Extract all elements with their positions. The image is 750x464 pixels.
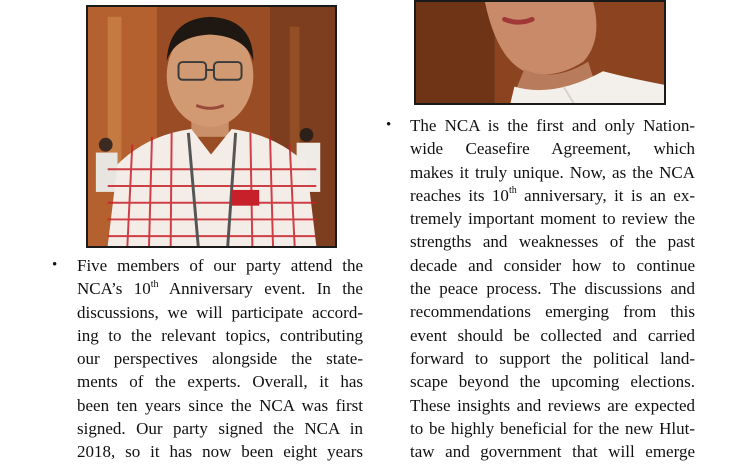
text-line: tremely important moment to review the [410, 209, 695, 229]
text-line: our perspectives alongside the state- [77, 349, 363, 369]
text-line: These insights and reviews are expected [410, 395, 695, 415]
text-line: taw and government that will emerge [410, 442, 695, 462]
text-line: to be highly beneficial for the new Hlut- [410, 418, 695, 438]
bullet-marker-left: • [52, 257, 58, 273]
text-line: NCA’s 10th Anniversary event. In the [77, 278, 363, 299]
text-line: Five members of our party attend the [77, 256, 363, 275]
text-line: ing to the relevant topics, contributing [77, 325, 363, 345]
text-line: ments of the experts. Overall, it has [77, 372, 363, 392]
text-line: signed. Our party signed the NCA in [77, 419, 363, 439]
text-line: forward to support the political land- [410, 348, 695, 368]
text-line: discussions, we will participate accord- [77, 302, 363, 322]
photo-delegate-left [86, 5, 337, 248]
photo-delegate-right [414, 0, 666, 105]
bullet-marker-right: • [386, 117, 392, 133]
text-line: decade and consider how to continue [410, 255, 695, 275]
paragraph-right [410, 114, 695, 463]
text-line: event should be collected and carried [410, 325, 695, 345]
text-line: makes it truly unique. Now, as the NCA [410, 162, 695, 182]
paragraph-left [77, 254, 363, 464]
text-line: 2018, so it has now been eight years [77, 442, 363, 462]
text-line: wide Ceasefire Agreement, which [410, 139, 695, 159]
text-line: recommendations emerging from this [410, 302, 695, 322]
text-line: been ten years since the NCA was first [77, 395, 363, 415]
text-line: The NCA is the first and only Nation- [410, 116, 695, 135]
text-line: reaches its 10th anniversary, it is an ex- [410, 185, 695, 205]
portrait-illustration-left [88, 7, 335, 246]
portrait-illustration-right [416, 2, 664, 103]
text-line: strengths and weaknesses of the past [410, 232, 695, 252]
text-line: the peace process. The discussions and [410, 279, 695, 299]
text-line: scape beyond the upcoming elections. [410, 372, 695, 392]
